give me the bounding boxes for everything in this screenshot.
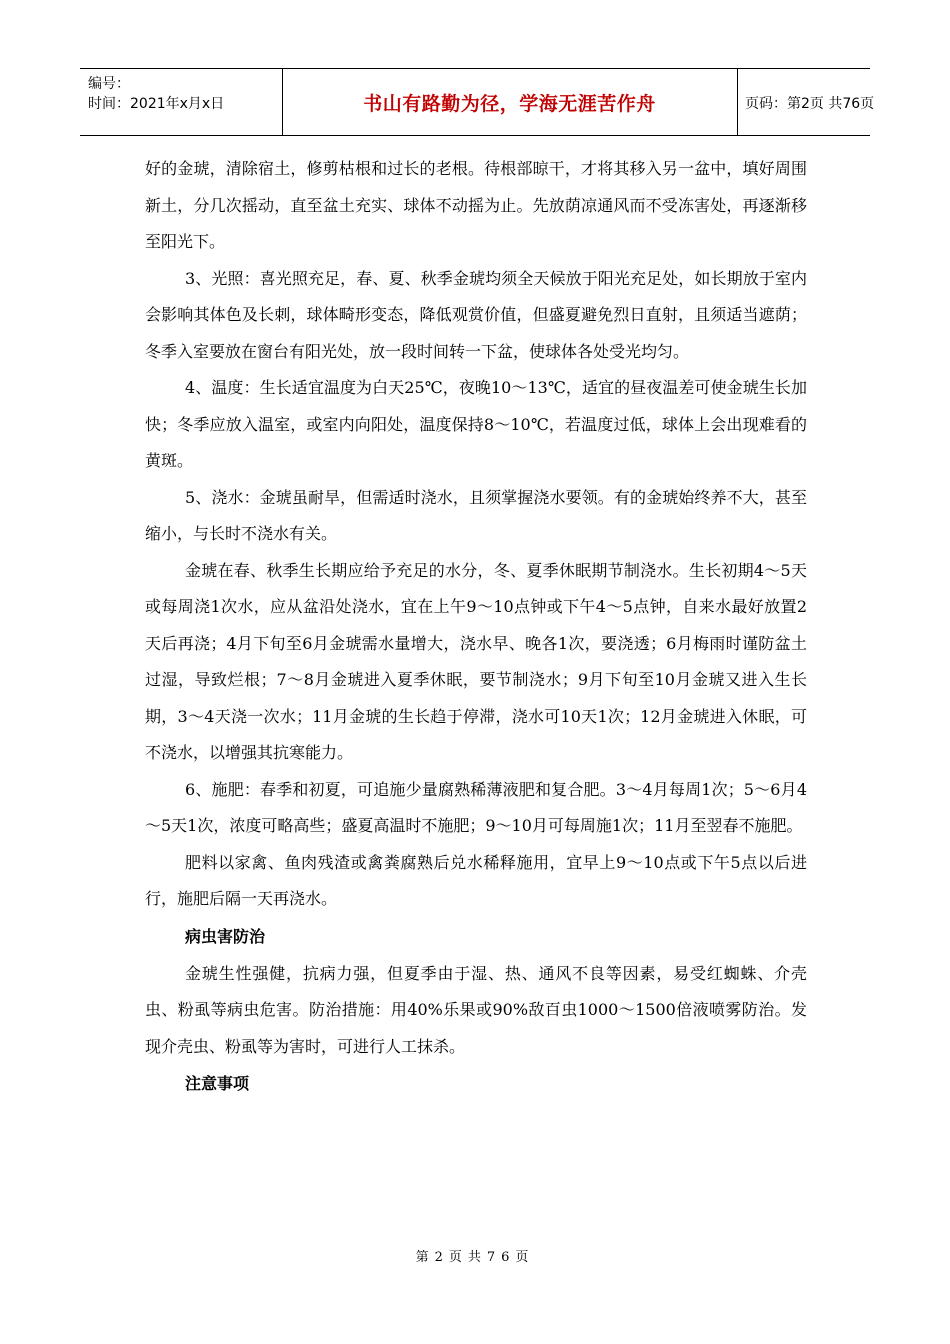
paragraph: 5、浇水：金琥虽耐旱，但需适时浇水，且须掌握浇水要领。有的金琥始终养不大，甚至缩小，与长时不浇水有关。 (145, 487, 807, 543)
document-date-label: 时间：2021年x月x日 (88, 96, 225, 112)
header-motto: 书山有路勤为径，学海无涯苦作舟 (363, 93, 656, 115)
header-page-cell (737, 69, 875, 135)
paragraph: 肥料以家禽、鱼肉残渣或禽粪腐熟后兑水稀释施用，宜早上9～10点或下午5点以后进行，施肥后隔一天再浇水。 (145, 852, 807, 908)
paragraph: 4、温度：生长适宜温度为白天25℃，夜晚10～13℃，适宜的昼夜温差可使金琥生长加快；冬季应放入温室，或室内向阳处，温度保持8～10℃，若温度过低，球体上会出现难看的黄斑。 (145, 378, 807, 470)
header-motto-cell (282, 69, 738, 135)
paragraph: 好的金琥，清除宿土，修剪枯根和过长的老根。待根部晾干，才将其移入另一盆中，填好周围新土，分几次摇动，直至盆土充实、球体不动摇为止。先放荫凉通风而不受冻害处，再逐渐移至阳光下。 (145, 159, 807, 251)
paragraph: 金琥在春、秋季生长期应给予充足的水分，冬、夏季休眠期节制浇水。生长初期4～5天或每周浇1次水，应从盆沿处浇水，宜在上午9～10点钟或下午4～5点钟，自来水最好放置2天后再浇；4月下旬至6月金琥需水量增大，浇水早、晚各1次，要浇透；6月梅雨时谨防盆土过湿，导致烂根；7～8月金琥进入夏季休眠，要节制浇水；9月下旬至10月金琥又进入生长期，3～4天浇一次水；11月金琥的生长趋于停滞，浇水可10天1次；12月金琥进入休眠，可不浇水，以增强其抗寒能力。 (145, 560, 807, 762)
document-number-label: 编号： (88, 76, 130, 92)
section-heading-pest-control: 病虫害防治 (185, 926, 266, 946)
paragraph: 6、施肥：春季和初夏，可追施少量腐熟稀薄液肥和复合肥。3～4月每周1次；5～6月4～5天1次，浓度可略高些；盛夏高温时不施肥；9～10月可每周施1次；11月至翌春不施肥。 (145, 779, 807, 835)
document-header (80, 68, 875, 136)
section-heading-notes: 注意事项 (185, 1074, 250, 1093)
page-footer: 第2页共76页 (415, 1250, 535, 1265)
document-body (145, 151, 807, 1103)
paragraph: 金琥生性强健，抗病力强，但夏季由于湿、热、通风不良等因素，易受红蜘蛛、介壳虫、粉虱等病虫危害。防治措施：用40%乐果或90%敌百虫1000～1500倍液喷雾防治。发现介壳虫、粉虱等为害时，可进行人工抹杀。 (145, 963, 807, 1056)
paragraph: 3、光照：喜光照充足，春、夏、秋季金琥均须全天候放于阳光充足处，如长期放于室内会影响其体色及长刺，球体畸形变态，降低观赏价值，但盛夏避免烈日直射，且须适当遮荫；冬季入室要放在窗台有阳光处，放一段时间转一下盆，使球体各处受光均匀。 (145, 268, 807, 361)
header-page-info: 页码：第2页 共76页 (745, 96, 875, 112)
header-info-cell (80, 69, 283, 135)
